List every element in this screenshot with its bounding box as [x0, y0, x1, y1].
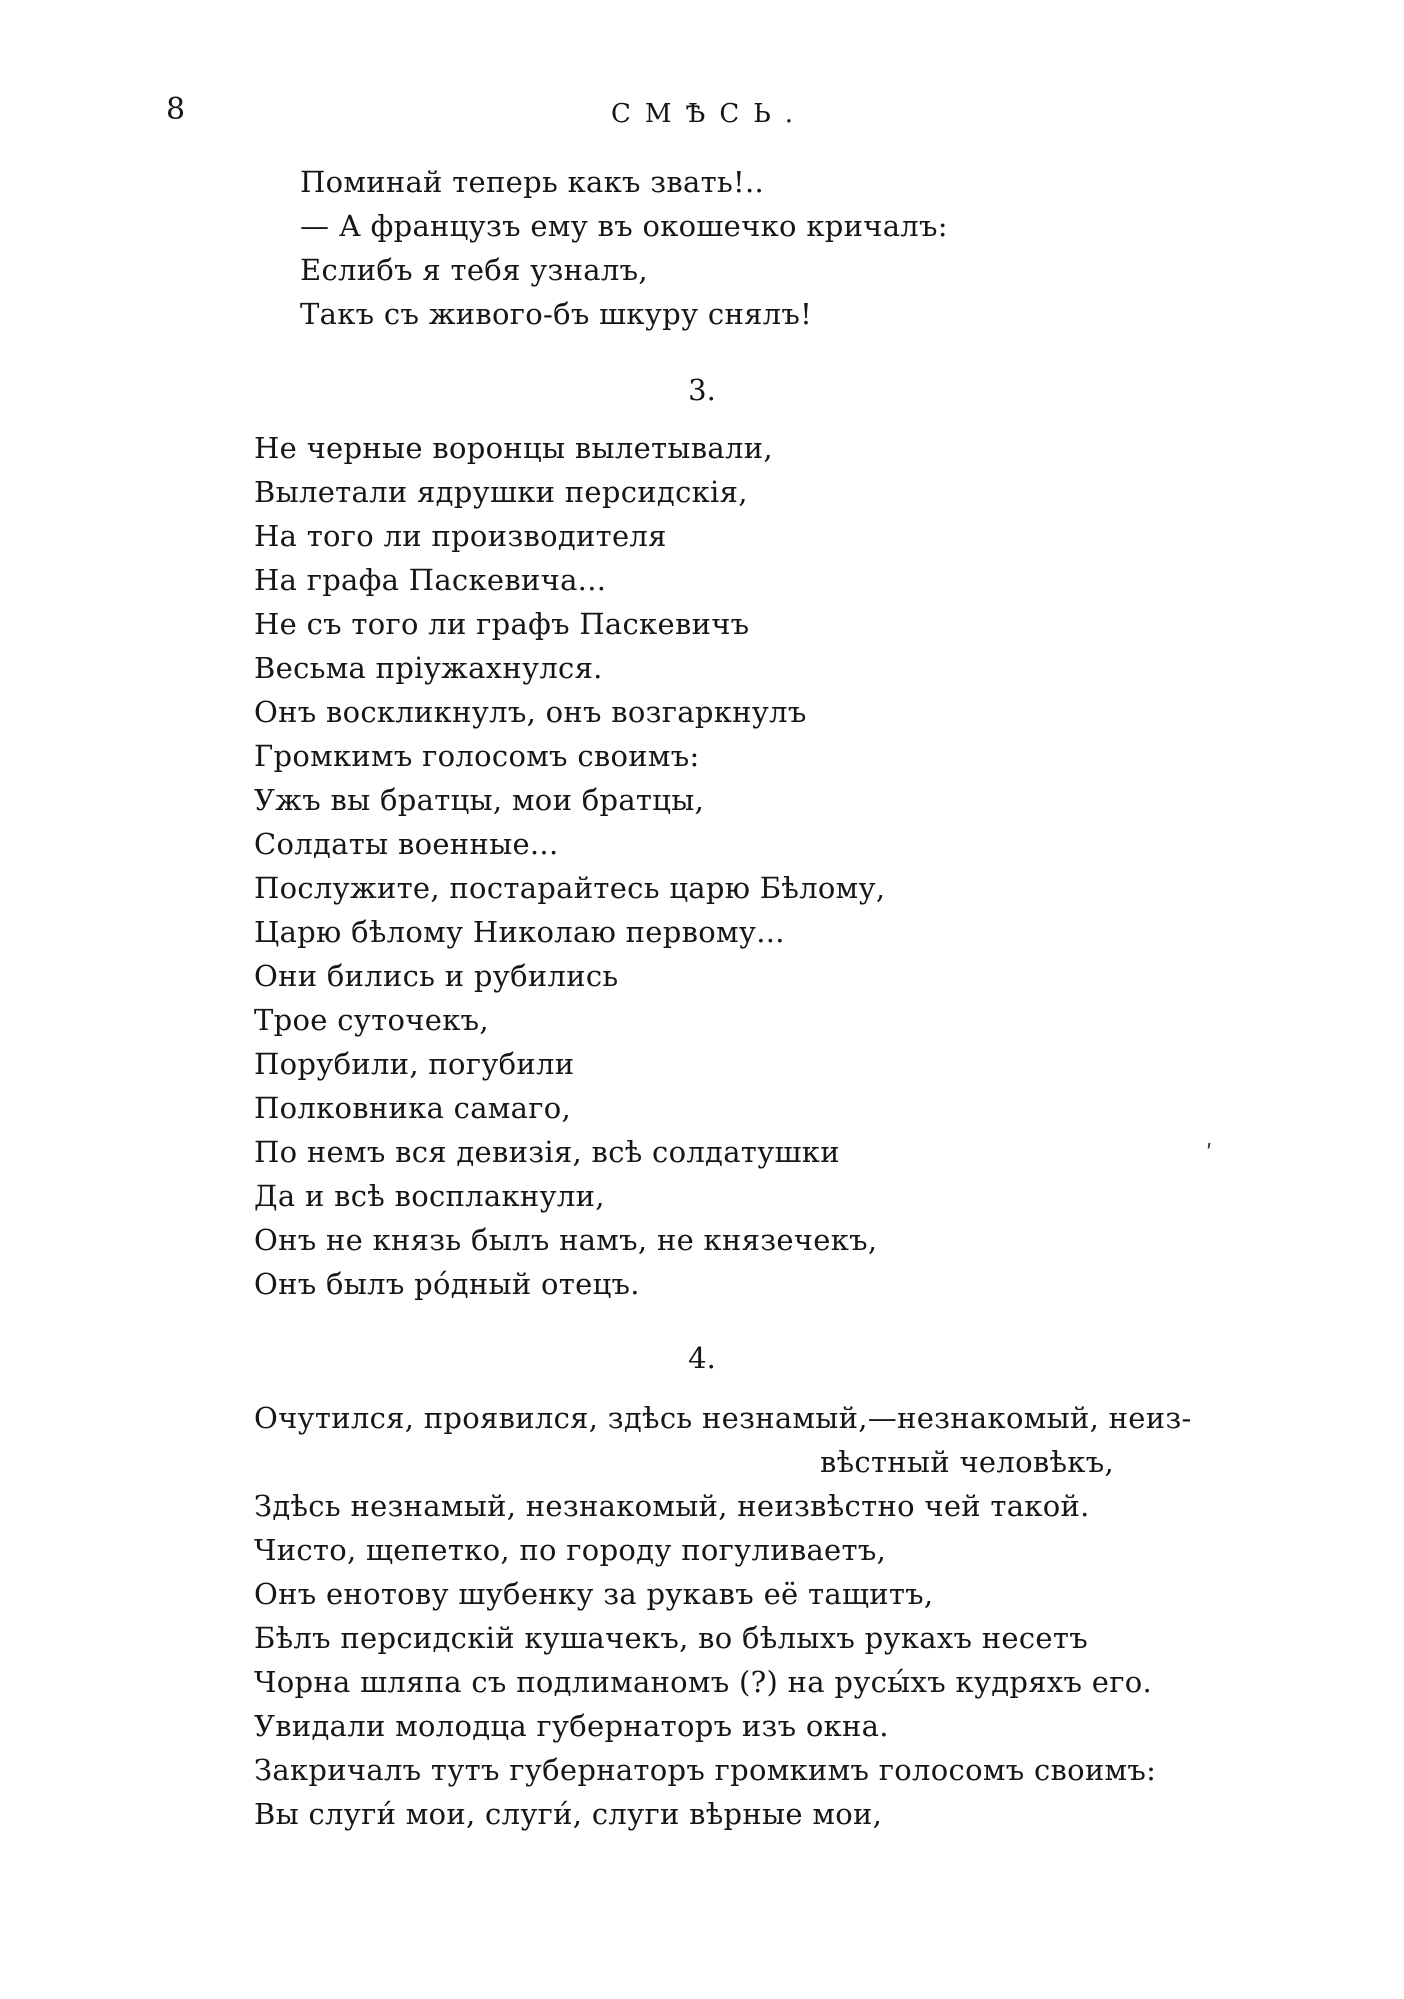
verse-line-continuation: вѣстный человѣкъ, [820, 1445, 1114, 1479]
verse-line: Вылетали ядрушки персидскія, [254, 475, 748, 509]
verse-line: Закричалъ тутъ губернаторъ громкимъ голосомъ своимъ: [254, 1753, 1157, 1787]
verse-line: Такъ съ живого-бъ шкуру снялъ! [300, 297, 813, 331]
verse-line: Царю бѣлому Николаю первому... [254, 915, 785, 949]
verse-line: Чорна шляпа съ подлиманомъ (?) на русы́хъ кудряхъ его. [254, 1665, 1153, 1699]
verse-line: Громкимъ голосомъ своимъ: [254, 739, 700, 773]
verse-line: Онъ воскликнулъ, онъ возгаркнулъ [254, 695, 807, 729]
verse-line: Ужъ вы братцы, мои братцы, [254, 783, 705, 817]
verse-line: Да и всѣ восплакнули, [254, 1179, 605, 1213]
verse-line: Солдаты военные... [254, 827, 559, 861]
verse-line: Весьма пріужахнулся. [254, 651, 603, 685]
verse-line: Не черные воронцы вылетывали, [254, 431, 773, 465]
verse-line: На графа Паскевича... [254, 563, 607, 597]
verse-line: Очутился, проявился, здѣсь незнамый,—незнакомый, неиз- [254, 1401, 1192, 1435]
verse-line: Онъ не князь былъ намъ, не князечекъ, [254, 1223, 878, 1257]
verse-line: Онъ енотову шубенку за рукавъ её тащитъ, [254, 1577, 934, 1611]
verse-line: Бѣлъ персидскій кушачекъ, во бѣлыхъ рукахъ несетъ [254, 1621, 1088, 1655]
section-number-3: 3. [688, 373, 716, 407]
verse-line: — А французъ ему въ окошечко кричалъ: [300, 209, 948, 243]
section-number-4: 4. [688, 1341, 716, 1375]
page-number: 8 [166, 92, 186, 127]
verse-line: По немъ вся девизія, всѣ солдатушки [254, 1135, 840, 1169]
verse-line: Послужите, постарайтесь царю Бѣлому, [254, 871, 886, 905]
margin-mark: ʹ [1206, 1142, 1213, 1167]
verse-line: Они бились и рубились [254, 959, 619, 993]
verse-line: Трое суточекъ, [254, 1003, 489, 1037]
verse-line: Полковника самаго, [254, 1091, 572, 1125]
verse-line: Вы слуги́ мои, слуги́, слуги вѣрные мои, [254, 1797, 883, 1831]
verse-line: Еслибъ я тебя узналъ, [300, 253, 648, 287]
running-head: СМѢСЬ. [611, 99, 807, 129]
verse-line: Увидали молодца губернаторъ изъ окна. [254, 1709, 889, 1743]
verse-line: Поминай теперь какъ звать!.. [300, 165, 765, 199]
verse-line: На того ли производителя [254, 519, 667, 553]
verse-line: Не съ того ли графъ Паскевичъ [254, 607, 750, 641]
verse-line: Чисто, щепетко, по городу погуливаетъ, [254, 1533, 887, 1567]
verse-line: Порубили, погубили [254, 1047, 575, 1081]
verse-line: Онъ былъ ро́дный отецъ. [254, 1267, 640, 1301]
verse-line: Здѣсь незнамый, незнакомый, неизвѣстно чей такой. [254, 1489, 1090, 1523]
